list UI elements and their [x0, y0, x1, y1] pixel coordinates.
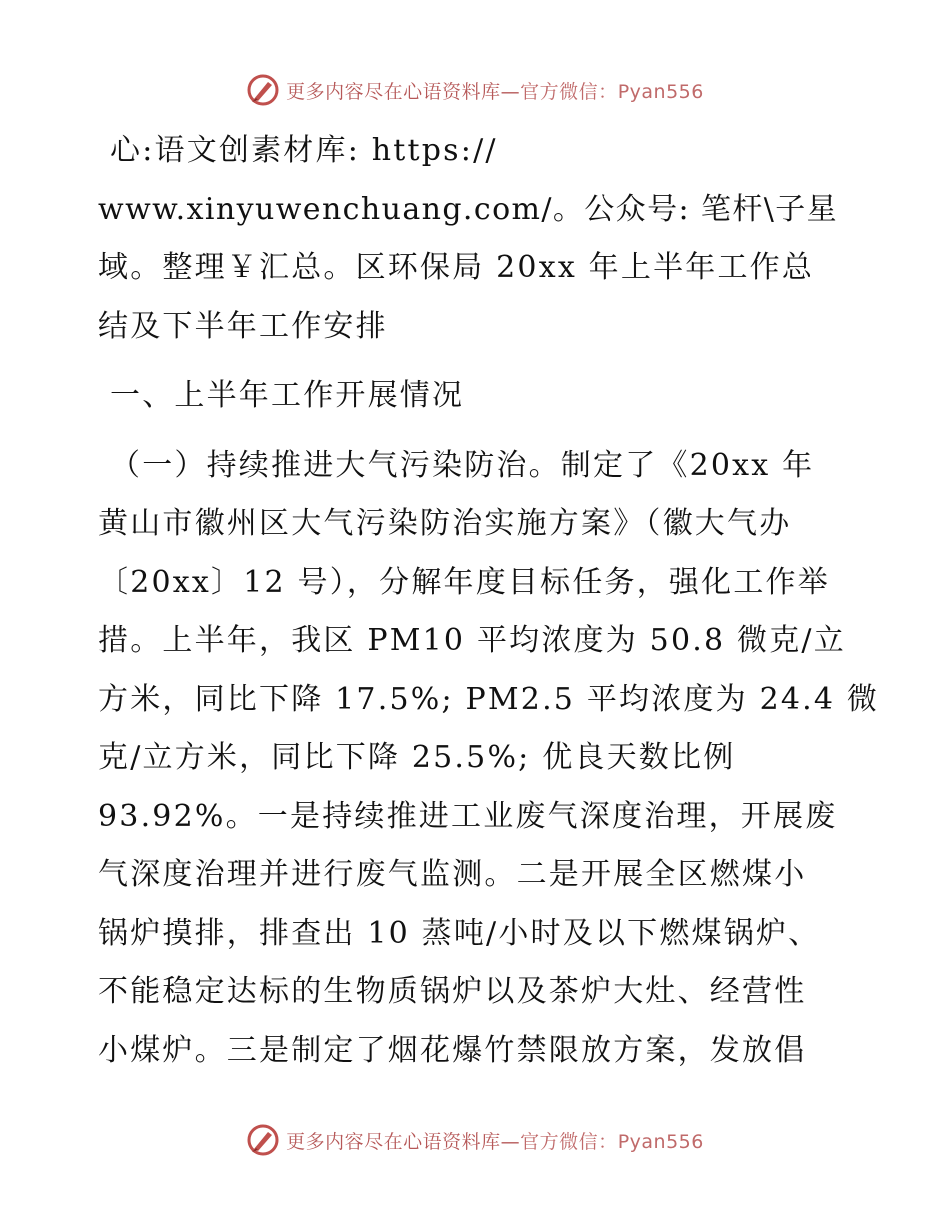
pen-logo-icon [246, 1123, 280, 1157]
banner-separator: — [500, 1130, 521, 1153]
text-line: 黄山市徽州区大气污染防治实施方案》（徽大气办 [98, 506, 792, 541]
banner-text [286, 1127, 704, 1154]
text-line: 小煤炉。三是制定了烟花爆竹禁限放方案，发放倡 [98, 1032, 807, 1068]
text-line: 93.92%。一是持续推进工业废气深度治理，开展废 [98, 798, 838, 834]
text-line: 结及下半年工作安排 [98, 308, 388, 344]
text-line: （一）持续推进大气污染防治。制定了《20xx 年 [110, 447, 815, 483]
banner-wechat-id: Pyan556 [617, 80, 704, 103]
banner-separator: — [500, 80, 521, 103]
banner-slogan: 更多内容尽在心语资料库 [286, 1130, 501, 1153]
pen-logo-icon [246, 73, 280, 107]
text-line: 方米，同比下降 17.5%; PM2.5 平均浓度为 24.4 微 [98, 681, 880, 717]
banner-text [286, 77, 704, 104]
header-watermark-banner [0, 70, 950, 110]
text-line: 措。上半年，我区 PM10 平均浓度为 50.8 微克/立 [98, 623, 846, 658]
text-line: 心:语文创素材库: https:// [110, 133, 498, 168]
text-line: 不能稳定达标的生物质锅炉以及茶炉大灶、经营性 [98, 974, 807, 1009]
footer-watermark-banner [0, 1120, 950, 1160]
section-heading: 一、上半年工作开展情况 [110, 378, 465, 413]
banner-wechat-label: 官方微信： [520, 80, 618, 103]
text-line: 气深度治理并进行废气监测。二是开展全区燃煤小 [98, 857, 807, 892]
banner-wechat-id: Pyan556 [617, 1130, 704, 1153]
text-line: 克/立方米，同比下降 25.5%; 优良天数比例 [98, 740, 736, 775]
banner-slogan: 更多内容尽在心语资料库 [286, 80, 501, 103]
text-line: 〔20xx〕12 号），分解年度目标任务，强化工作举 [98, 564, 830, 600]
text-line: www.xinyuwenchuang.com/。公众号: 笔杆\子星 [98, 191, 839, 227]
text-line: 锅炉摸排，排查出 10 蒸吨/小时及以下燃煤锅炉、 [98, 915, 821, 951]
text-line: 域。整理￥汇总。区环保局 20xx 年上半年工作总 [98, 250, 815, 285]
banner-wechat-label: 官方微信： [520, 1130, 618, 1153]
document-body [98, 122, 880, 1080]
